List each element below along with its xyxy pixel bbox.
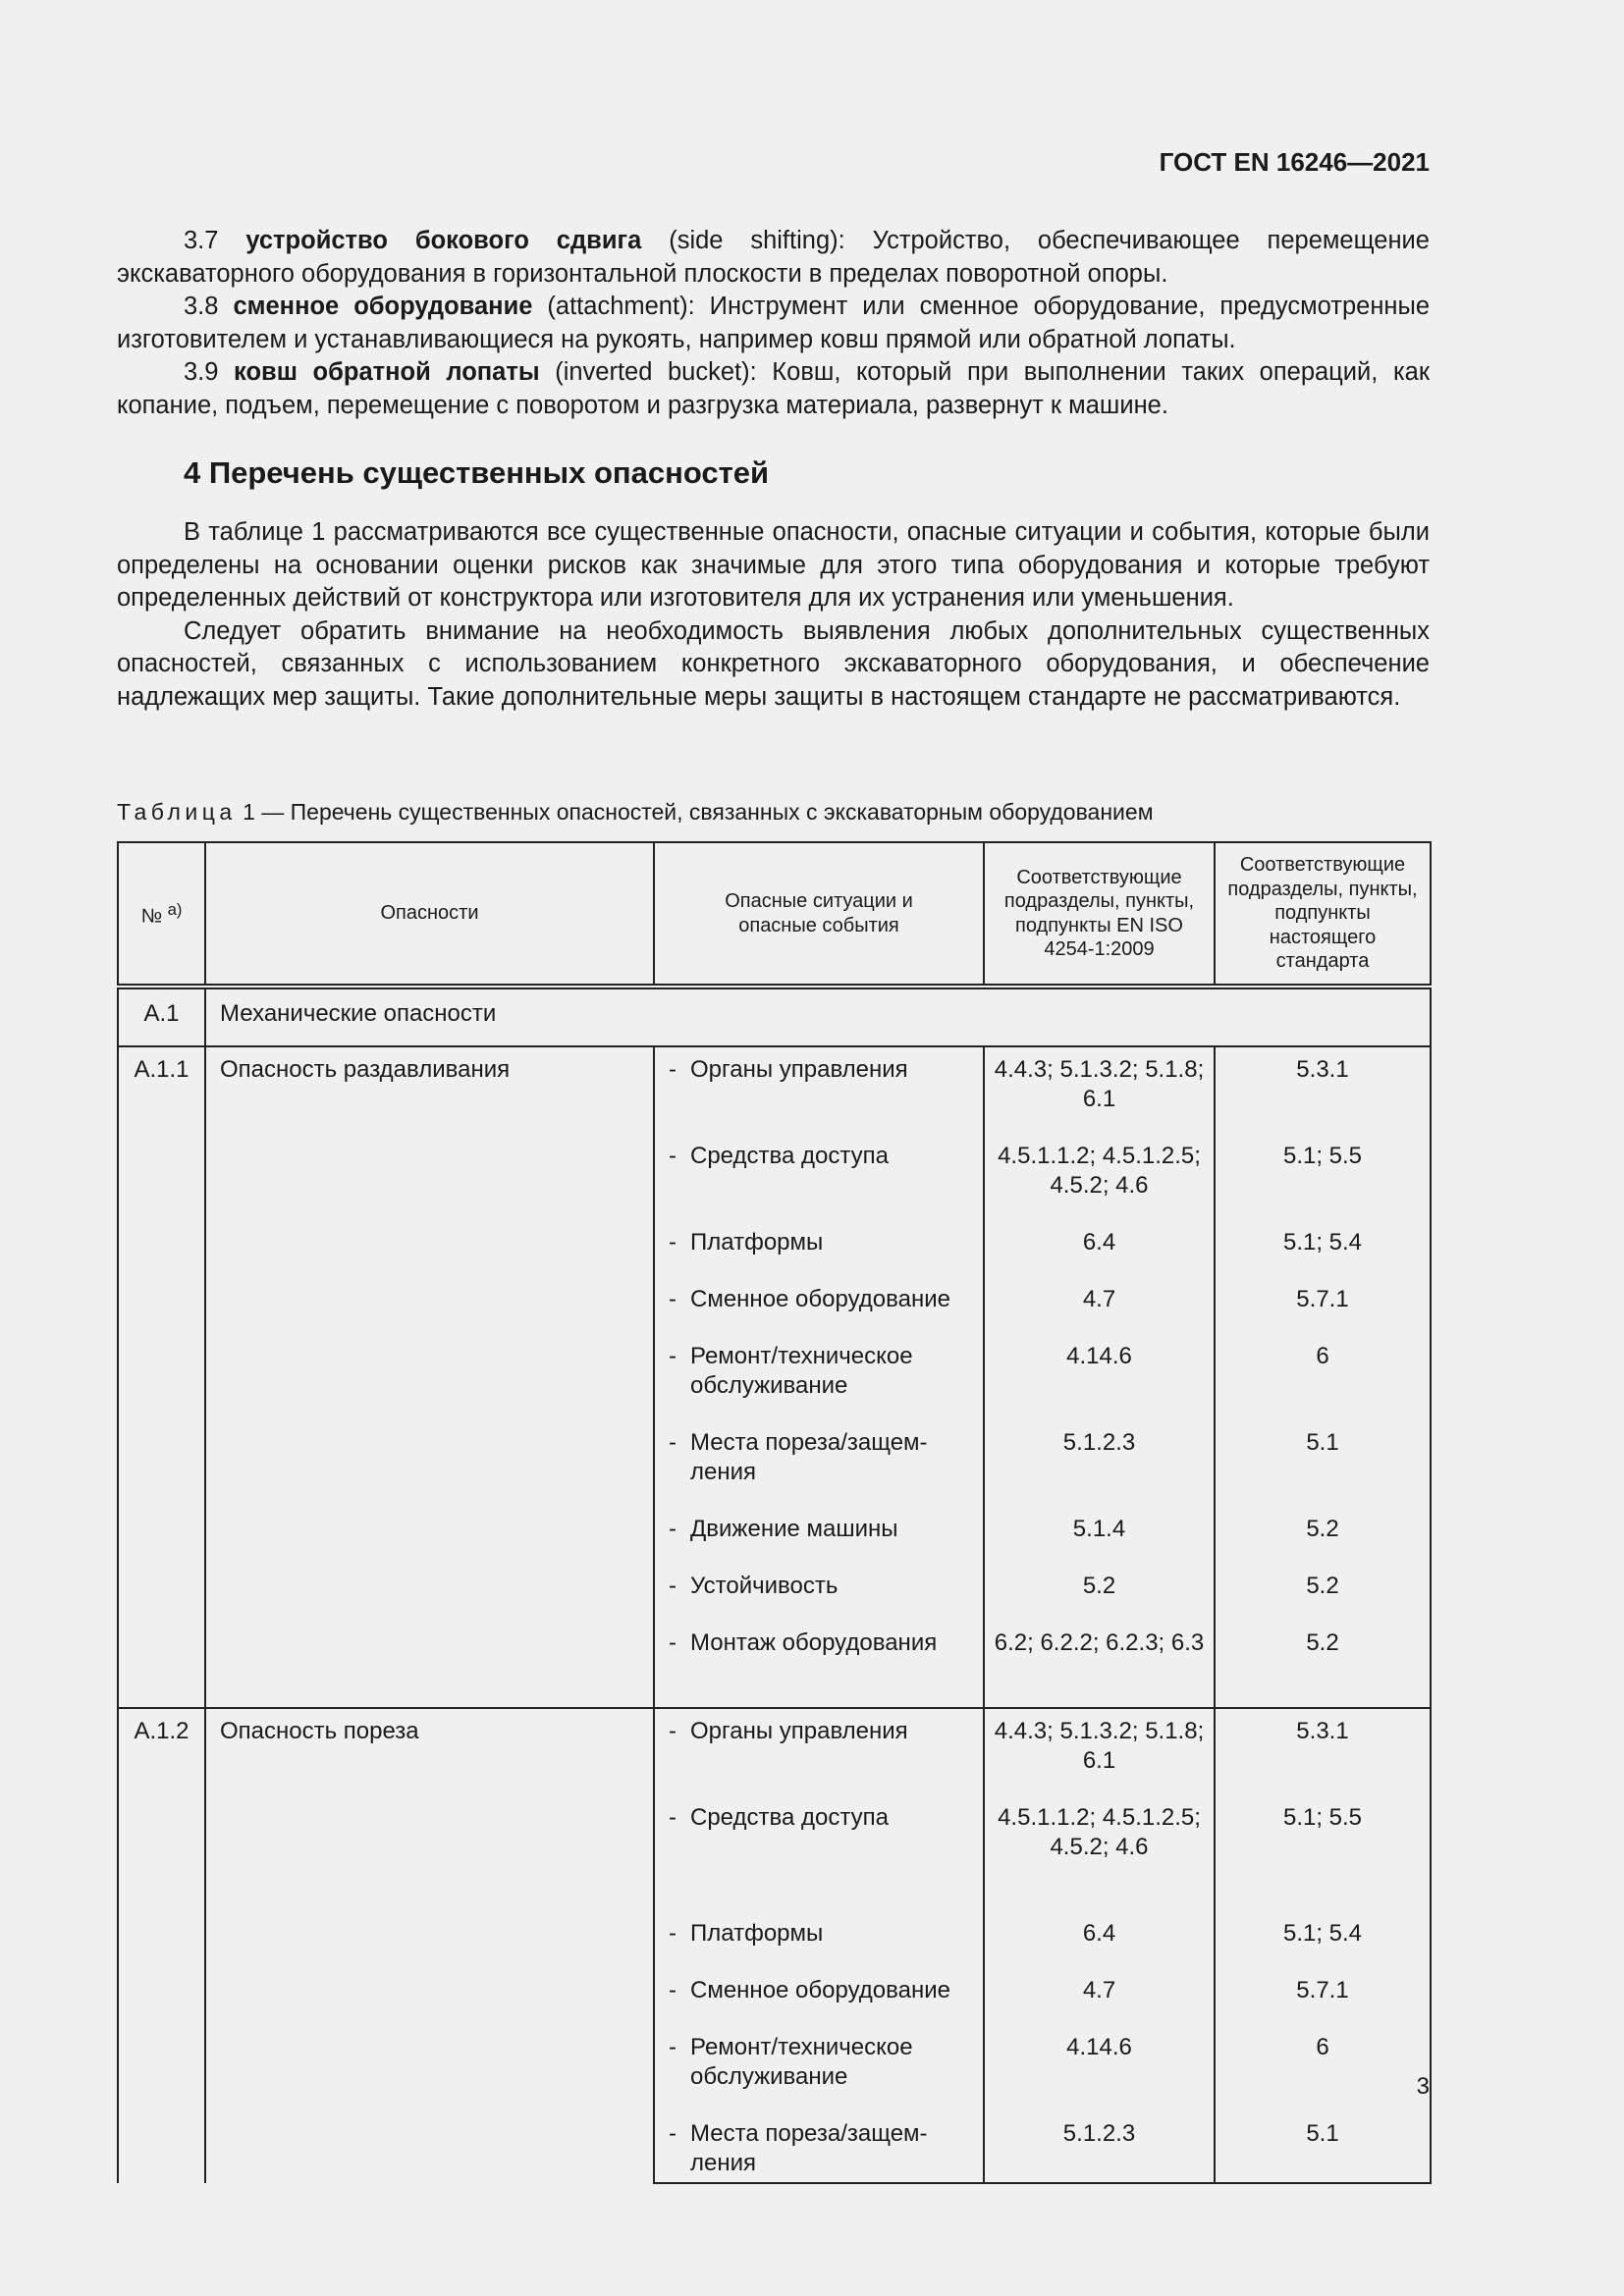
iso-clauses: 6.2; 6.2.2; 6.2.3; 6.3 (984, 1621, 1215, 1708)
table-caption-label: Таблица (117, 799, 237, 825)
bullet-dash: - (669, 2034, 677, 2060)
header-num (118, 842, 205, 987)
situation-item (669, 1629, 975, 1658)
table-header-row (118, 842, 1431, 987)
standard-clauses: 5.2 (1215, 1564, 1431, 1621)
situation-text: Монтаж оборудования (690, 1629, 938, 1656)
definition-term: устройство бокового сдвига (245, 227, 642, 254)
situation-text: Платформы (690, 1229, 824, 1255)
situation-text: Места пореза/защем-ления (690, 1429, 928, 1485)
situation-item (669, 2119, 975, 2178)
hazard-situation (654, 1046, 984, 1134)
hazard-situation (654, 1564, 984, 1621)
situation-item (669, 1515, 975, 1544)
iso-clauses: 5.1.4 (984, 1507, 1215, 1564)
bullet-dash: - (669, 1516, 677, 1542)
iso-clauses: 5.2 (984, 1564, 1215, 1621)
header-num-label: № (140, 905, 163, 928)
iso-clauses: 4.7 (984, 1277, 1215, 1334)
hazard-situation (654, 1621, 984, 1708)
situation-text: Ремонт/техническое обслуживание (690, 1343, 913, 1399)
hazard-situation (654, 1795, 984, 1911)
situation-item (669, 1142, 975, 1171)
iso-clauses: 6.4 (984, 1911, 1215, 1968)
standard-clauses: 5.3.1 (1215, 1708, 1431, 1795)
hazard-situation (654, 1134, 984, 1220)
situation-text: Средства доступа (690, 1143, 889, 1169)
standard-clauses: 5.7.1 (1215, 1968, 1431, 2025)
paragraph: В таблице 1 рассматриваются все существенные опасности, опасные ситуации и события, которые были определены на основании оценки рисков как значимые для этого типа оборудования и которые требуют определенных действий от конструктора или изготовителя для их устранения или уменьшения. (117, 518, 1430, 612)
situation-item (669, 1717, 975, 1746)
paragraph: Следует обратить внимание на необходимость выявления любых дополнительных существенных опасностей, связанных с использованием конкретного экскаваторного оборудования, и обеспечение надлежащих мер защиты. Такие дополнительные меры защиты в настоящем стандарте не рассматриваются. (117, 616, 1430, 711)
definition-number: 3.9 (184, 358, 219, 386)
table-body (118, 987, 1431, 2183)
definition-3-7 (117, 225, 1430, 291)
bullet-dash: - (669, 1229, 677, 1255)
hazard-situation (654, 1911, 984, 1968)
iso-clauses: 4.4.3; 5.1.3.2; 5.1.8; 6.1 (984, 1708, 1215, 1795)
situation-item (669, 1342, 975, 1401)
bullet-dash: - (669, 1629, 677, 1656)
situation-item (669, 1428, 975, 1487)
situation-item (669, 1803, 975, 1833)
definition-text: (inverted bucket): Ковш, который при выполнении таких операций, как копание, подъем, перемещение с поворотом и разгрузка материала, развернут к машине. (117, 358, 1430, 419)
bullet-dash: - (669, 1977, 677, 2003)
standard-clauses: 5.2 (1215, 1621, 1431, 1708)
group-label: Механические опасности (205, 987, 1431, 1046)
standard-clauses: 5.7.1 (1215, 1277, 1431, 1334)
definition-text: (side shifting): Устройство, обеспечивающее перемещение экскаваторного оборудования в горизонтальной плоскости в пределах поворотной опоры. (117, 227, 1430, 288)
standard-clauses: 6 (1215, 1334, 1431, 1420)
bullet-dash: - (669, 1286, 677, 1312)
definitions-block (117, 225, 1430, 422)
bullet-dash: - (669, 1056, 677, 1083)
hazard-situation (654, 1334, 984, 1420)
iso-clauses: 6.4 (984, 1220, 1215, 1277)
iso-clauses: 4.4.3; 5.1.3.2; 5.1.8; 6.1 (984, 1046, 1215, 1134)
hazards-table (117, 841, 1432, 2184)
header-standard-clauses: Соответствующие подразделы, пункты, подпункты настоящего стандарта (1215, 842, 1431, 987)
hazard-situation (654, 1968, 984, 2025)
standard-clauses: 5.3.1 (1215, 1046, 1431, 1134)
situation-item (669, 1976, 975, 2005)
iso-clauses: 4.5.1.1.2; 4.5.1.2.5; 4.5.2; 4.6 (984, 1795, 1215, 1911)
iso-clauses: 5.1.2.3 (984, 2111, 1215, 2183)
hazard-situation (654, 1277, 984, 1334)
situation-text: Платформы (690, 1920, 824, 1947)
standard-clauses: 5.1 (1215, 1420, 1431, 1507)
situation-item (669, 1228, 975, 1257)
document-id: ГОСТ EN 16246—2021 (1159, 147, 1430, 177)
situation-text: Сменное оборудование (690, 1286, 950, 1312)
situation-item (669, 1919, 975, 1949)
situation-text: Ремонт/техническое обслуживание (690, 2034, 913, 2090)
standard-clauses: 6 (1215, 2025, 1431, 2111)
header-iso-clauses: Соответствующие подразделы, пункты, подпункты EN ISO 4254-1:2009 (984, 842, 1215, 987)
bullet-dash: - (669, 1920, 677, 1947)
page-number: 3 (1416, 2073, 1430, 2100)
bullet-dash: - (669, 1343, 677, 1369)
iso-clauses: 4.7 (984, 1968, 1215, 2025)
header-hazards: Опасности (205, 842, 654, 987)
definition-3-9 (117, 356, 1430, 422)
group-number: А.1 (118, 987, 205, 1046)
table-row (118, 1708, 1431, 1795)
situation-item (669, 2033, 975, 2092)
header-num-footnote: а) (167, 899, 183, 919)
hazard-situation (654, 2111, 984, 2183)
hazard-situation (654, 1708, 984, 1795)
standard-clauses: 5.2 (1215, 1507, 1431, 1564)
bullet-dash: - (669, 1718, 677, 1744)
standard-clauses: 5.1 (1215, 2111, 1431, 2183)
hazard-situation (654, 2025, 984, 2111)
situation-text: Органы управления (690, 1718, 908, 1744)
situation-item (669, 1055, 975, 1085)
hazard-number: А.1.1 (118, 1046, 205, 1708)
definition-text: (attachment): Инструмент или сменное оборудование, предусмотренные изготовителем и устанавливающиеся на рукоять, например ковш прямой или обратной лопаты. (117, 293, 1430, 353)
bullet-dash: - (669, 1573, 677, 1599)
bullet-dash: - (669, 2120, 677, 2147)
situation-text: Органы управления (690, 1056, 908, 1083)
hazard-number: А.1.2 (118, 1708, 205, 2183)
table-caption (117, 799, 1154, 826)
situation-item (669, 1572, 975, 1601)
situation-item (669, 1285, 975, 1314)
standard-clauses: 5.1; 5.5 (1215, 1134, 1431, 1220)
situation-text: Сменное оборудование (690, 1977, 950, 2003)
standard-clauses: 5.1; 5.5 (1215, 1795, 1431, 1911)
header-situations: Опасные ситуации и опасные события (654, 842, 984, 987)
group-row (118, 987, 1431, 1046)
standard-clauses: 5.1; 5.4 (1215, 1911, 1431, 1968)
bullet-dash: - (669, 1429, 677, 1456)
hazard-situation (654, 1507, 984, 1564)
iso-clauses: 5.1.2.3 (984, 1420, 1215, 1507)
section-heading: 4 Перечень существенных опасностей (184, 455, 770, 490)
standard-clauses: 5.1; 5.4 (1215, 1220, 1431, 1277)
section-body (117, 516, 1430, 714)
definition-number: 3.7 (184, 227, 219, 254)
situation-text: Средства доступа (690, 1804, 889, 1831)
bullet-dash: - (669, 1143, 677, 1169)
definition-term: сменное оборудование (233, 293, 533, 320)
hazard-situation (654, 1420, 984, 1507)
hazard-name: Опасность раздавливания (205, 1046, 654, 1708)
hazard-name: Опасность пореза (205, 1708, 654, 2183)
bullet-dash: - (669, 1804, 677, 1831)
definition-number: 3.8 (184, 293, 219, 320)
table-row (118, 1046, 1431, 1134)
definition-term: ковш обратной лопаты (234, 358, 540, 386)
table-caption-text: 1 — Перечень существенных опасностей, связанных с экскаваторным оборудованием (236, 799, 1154, 825)
iso-clauses: 4.14.6 (984, 2025, 1215, 2111)
iso-clauses: 4.5.1.1.2; 4.5.1.2.5; 4.5.2; 4.6 (984, 1134, 1215, 1220)
hazard-situation (654, 1220, 984, 1277)
situation-text: Места пореза/защем-ления (690, 2120, 928, 2176)
situation-text: Устойчивость (690, 1573, 839, 1599)
situation-text: Движение машины (690, 1516, 898, 1542)
definition-3-8 (117, 291, 1430, 356)
iso-clauses: 4.14.6 (984, 1334, 1215, 1420)
